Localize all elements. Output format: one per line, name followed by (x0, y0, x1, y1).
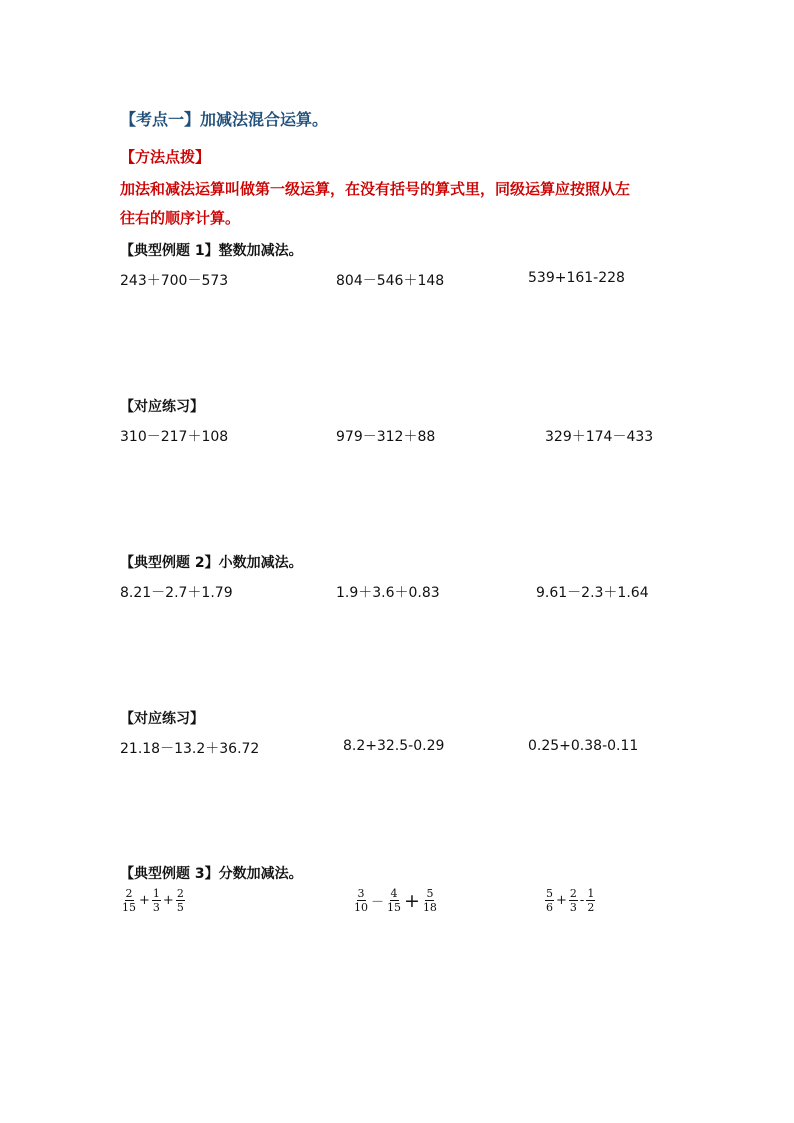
denominator: 2 (587, 901, 595, 914)
numerator: 1 (152, 887, 160, 900)
problem: 329＋174－433 (545, 429, 654, 445)
fraction (422, 888, 438, 913)
operator: + (404, 889, 420, 912)
problem: 979－312＋88 (336, 429, 436, 445)
fraction (121, 888, 137, 913)
problem: 804－546＋148 (336, 273, 445, 289)
operator: - (579, 893, 585, 908)
fraction-problem (352, 888, 439, 913)
numerator: 5 (426, 887, 434, 900)
problem: 1.9＋3.6＋0.83 (336, 585, 440, 601)
problem: 243＋700－573 (120, 273, 229, 289)
denominator: 15 (387, 901, 402, 914)
fraction (586, 888, 595, 913)
numerator: 3 (357, 887, 365, 900)
problem: 8.21－2.7＋1.79 (120, 585, 233, 601)
example-3-label: 【典型例题 3】分数加减法。 (120, 866, 303, 882)
operator: + (162, 893, 174, 908)
numerator: 1 (587, 887, 595, 900)
denominator: 3 (569, 901, 577, 914)
fraction (545, 888, 554, 913)
fraction (386, 888, 402, 913)
problem: 21.18－13.2＋36.72 (120, 741, 260, 757)
practice-2-label: 【对应练习】 (120, 711, 204, 727)
method-text-line-2: 往右的顺序计算。 (120, 209, 241, 227)
denominator: 5 (176, 901, 184, 914)
denominator: 3 (152, 901, 160, 914)
example-2-label: 【典型例题 2】小数加减法。 (120, 555, 303, 571)
operator: + (139, 893, 150, 908)
denominator: 10 (354, 901, 368, 914)
fraction-problem (120, 888, 186, 913)
denominator: 6 (546, 901, 553, 914)
fraction (569, 888, 578, 913)
numerator: 2 (176, 887, 184, 900)
fraction (152, 888, 161, 913)
topic-heading: 【考点一】加减法混合运算。 (120, 110, 329, 129)
operator: + (556, 893, 567, 908)
numerator: 2 (569, 887, 577, 900)
problem: 539+161-228 (528, 270, 625, 286)
numerator: 4 (390, 887, 398, 900)
method-label: 【方法点拨】 (120, 148, 211, 166)
method-text-line-1: 加法和减法运算叫做第一级运算，在没有括号的算式里，同级运算应按照从左 (120, 180, 631, 198)
fraction (353, 888, 369, 913)
fraction-problem (544, 888, 596, 913)
denominator: 18 (422, 901, 437, 914)
problem: 9.61－2.3＋1.64 (536, 585, 649, 601)
numerator: 2 (125, 887, 133, 900)
example-1-label: 【典型例题 1】整数加减法。 (120, 243, 303, 259)
fraction (176, 888, 185, 913)
numerator: 5 (546, 887, 553, 900)
problem: 310－217＋108 (120, 429, 229, 445)
denominator: 15 (122, 901, 136, 914)
problem: 8.2+32.5-0.29 (343, 738, 445, 754)
practice-1-label: 【对应练习】 (120, 399, 204, 415)
problem: 0.25+0.38-0.11 (528, 738, 639, 754)
operator: － (371, 895, 385, 910)
